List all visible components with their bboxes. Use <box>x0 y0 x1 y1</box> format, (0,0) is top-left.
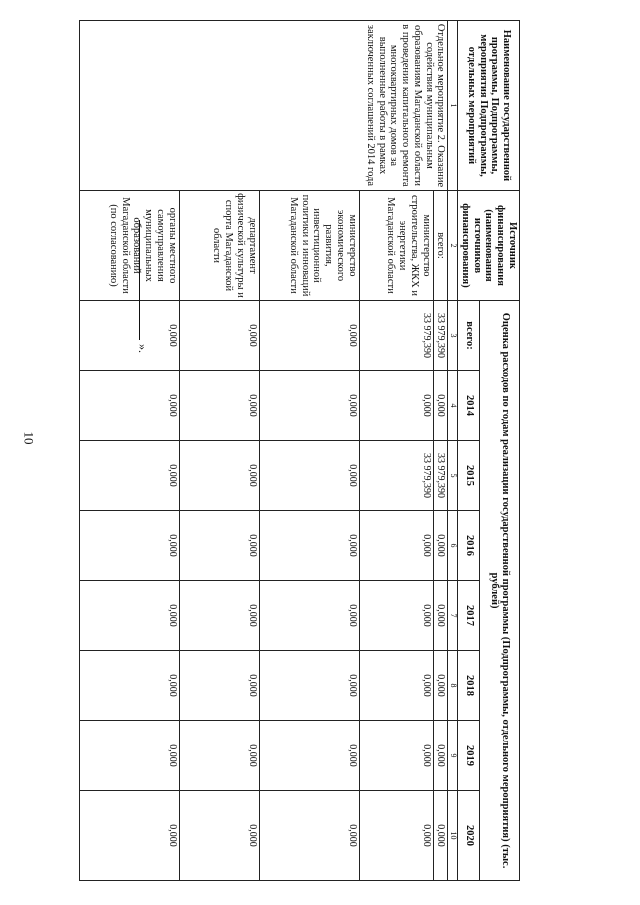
cell-value: 0,000 <box>259 721 359 791</box>
cell-value: 33 979,390 <box>359 441 433 511</box>
cell-value: 0,000 <box>79 651 179 721</box>
header-name: Наименование государственной программы, Подпрограммы, мероприятия Подпрограммы, отдельных мероприятий <box>458 21 520 191</box>
cell-value: 0,000 <box>259 581 359 651</box>
measure-name: Отдельное мероприятие 2. Оказание содействия муниципальным образованиям Магаданской области в проведении капитального ремонта многоквартирных домов за выполненные работы в рамках заключенных соглашений 2014 года <box>79 21 448 191</box>
cell-value: 0,000 <box>259 791 359 881</box>
cell-value: 0,000 <box>179 371 259 441</box>
header-year: 2017 <box>458 581 480 651</box>
signature-line <box>139 220 141 340</box>
cell-value: 0,000 <box>179 301 259 371</box>
cell-value: 0,000 <box>433 371 448 441</box>
column-number: 9 <box>448 721 458 791</box>
row-source: всего: <box>433 191 448 301</box>
cell-value: 0,000 <box>433 511 448 581</box>
cell-value: 0,000 <box>433 651 448 721</box>
closing-quote: ». <box>136 344 150 353</box>
page-number: 10 <box>21 431 37 445</box>
cell-value: 0,000 <box>433 721 448 791</box>
cell-value: 0,000 <box>79 581 179 651</box>
cell-value: 0,000 <box>259 651 359 721</box>
cell-value: 0,000 <box>79 441 179 511</box>
header-total: всего: <box>458 301 480 371</box>
cell-value: 0,000 <box>179 651 259 721</box>
header-estimate: Оценка расходов по годам реализации государственной программы (Подпрограммы, отдельного мероприятия) (тыс. рублей) <box>480 301 520 881</box>
header-year: 2014 <box>458 371 480 441</box>
column-number: 10 <box>448 791 458 881</box>
column-number: 5 <box>448 441 458 511</box>
column-number: 7 <box>448 581 458 651</box>
closing-mark <box>135 220 150 380</box>
column-number: 3 <box>448 301 458 371</box>
header-year: 2016 <box>458 511 480 581</box>
cell-value: 0,000 <box>79 721 179 791</box>
cell-value: 0,000 <box>79 511 179 581</box>
column-number: 4 <box>448 371 458 441</box>
row-source: органы местного самоуправления муниципальных образований Магаданской области (по согласованию) <box>79 191 179 301</box>
cell-value: 0,000 <box>433 791 448 881</box>
cell-value: 0,000 <box>359 721 433 791</box>
row-source: министерство экономического развития, инвестиционной политики и инноваций Магаданской области <box>259 191 359 301</box>
cell-value: 0,000 <box>359 791 433 881</box>
header-year: 2015 <box>458 441 480 511</box>
cell-value: 0,000 <box>79 301 179 371</box>
cell-value: 0,000 <box>179 441 259 511</box>
expenditure-table <box>79 20 520 881</box>
header-year: 2020 <box>458 791 480 881</box>
cell-value: 0,000 <box>79 371 179 441</box>
cell-value: 0,000 <box>179 581 259 651</box>
header-source: Источник финансирования (наименования источников финансирования) <box>458 191 520 301</box>
cell-value: 0,000 <box>179 791 259 881</box>
header-year: 2018 <box>458 651 480 721</box>
header-year: 2019 <box>458 721 480 791</box>
cell-value: 0,000 <box>259 371 359 441</box>
cell-value: 0,000 <box>359 371 433 441</box>
cell-value: 0,000 <box>359 581 433 651</box>
cell-value: 0,000 <box>179 721 259 791</box>
cell-value: 0,000 <box>79 791 179 881</box>
cell-value: 0,000 <box>179 511 259 581</box>
column-number: 1 <box>448 21 458 191</box>
cell-value: 0,000 <box>259 301 359 371</box>
column-number: 8 <box>448 651 458 721</box>
column-number: 2 <box>448 191 458 301</box>
row-source: министерство строительства, ЖКХ и энергетики Магаданской области <box>359 191 433 301</box>
cell-value: 33 979,390 <box>359 301 433 371</box>
cell-value: 0,000 <box>359 511 433 581</box>
cell-value: 0,000 <box>359 651 433 721</box>
column-number: 6 <box>448 511 458 581</box>
cell-value: 0,000 <box>433 581 448 651</box>
cell-value: 33 979,390 <box>433 301 448 371</box>
cell-value: 0,000 <box>259 511 359 581</box>
rotated-content <box>30 20 520 880</box>
cell-value: 0,000 <box>259 441 359 511</box>
row-source: департамент физической культуры и спорта Магаданской области <box>179 191 259 301</box>
cell-value: 33 979,390 <box>433 441 448 511</box>
